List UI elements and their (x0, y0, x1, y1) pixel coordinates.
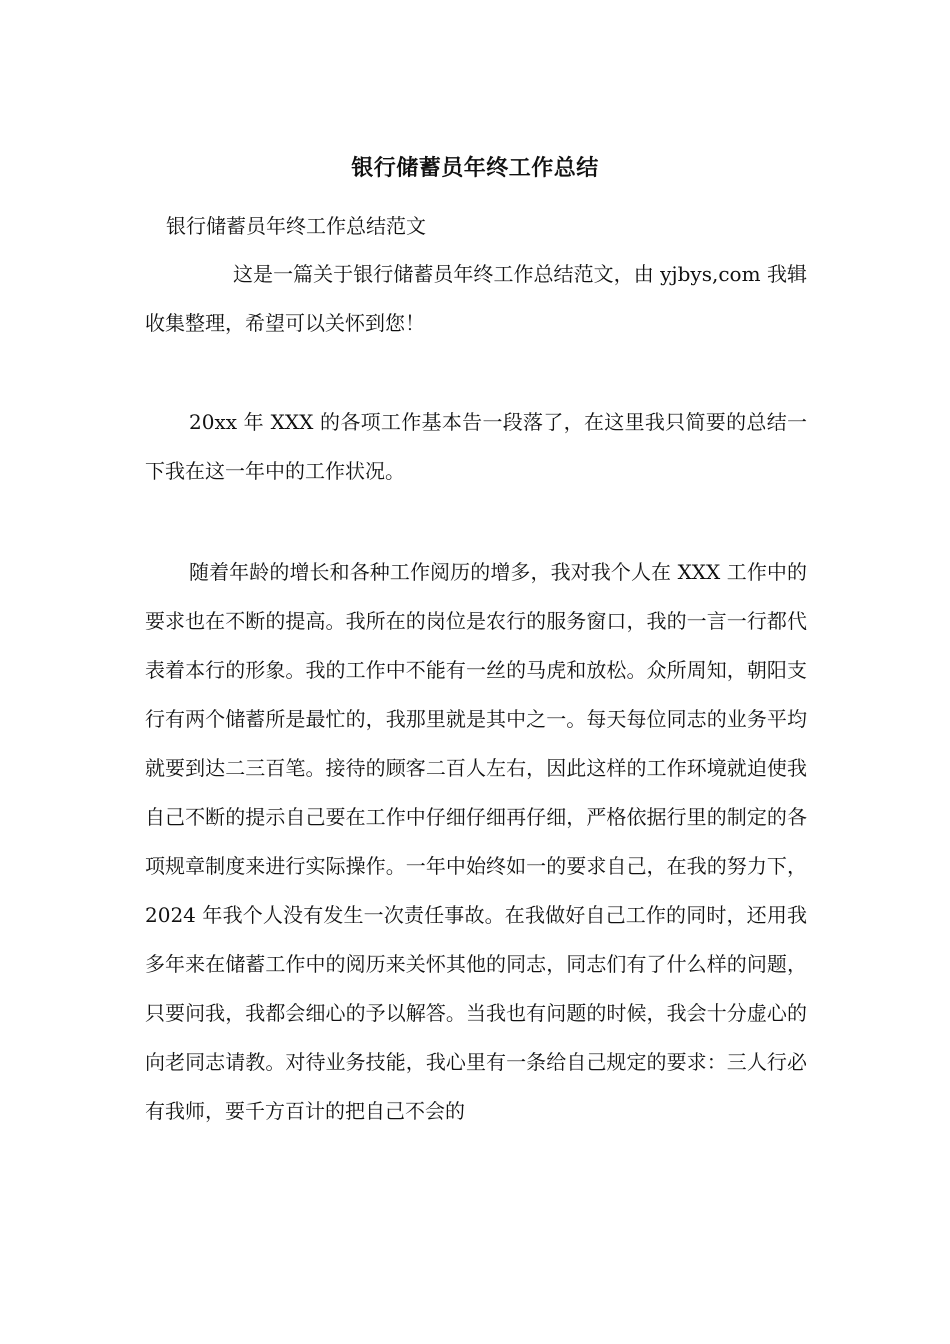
paragraph-1: 20xx 年 XXX 的各项工作基本告一段落了，在这里我只简要的总结一下我在这一年中的工作状况。 (145, 410, 807, 483)
document-title: 银行储蓄员年终工作总结 (351, 156, 599, 181)
paragraph-2: 随着年龄的增长和各种工作阅历的增多，我对我个人在 XXX 工作中的要求也在不断的提高。我所在的岗位是农行的服务窗口，我的一言一行都代表着本行的形象。我的工作中不能有一丝的马虎和放松。众所周知，朝阳支行有两个储蓄所是最忙的，我那里就是其中之一。每天每位同志的业务平均就要到达二三百笔。接待的顾客二百人左右，因此这样的工作环境就迫使我自己不断的提示自己要在工作中仔细仔细再仔细，严格依据行里的制定的各项规章制度来进行实际操作。一年中始终如一的要求自己，在我的努力下，2024 年我个人没有发生一次责任事故。在我做好自己工作的同时，还用我多年来在储蓄工作中的阅历来关怀其他的同志，同志们有了什么样的问题，只要问我，我都会细心的予以解答。当我也有问题的时候，我会十分虚心的向老同志请教。对待业务技能，我心里有一条给自己规定的要求：三人行必有我师，要千方百计的把自己不会的 (145, 560, 807, 1123)
intro-paragraph: 这是一篇关于银行储蓄员年终工作总结范文，由 yjbys,com 我辑收集整理，希望可以关怀到您！ (145, 262, 807, 335)
document-subtitle: 银行储蓄员年终工作总结范文 (166, 214, 426, 238)
